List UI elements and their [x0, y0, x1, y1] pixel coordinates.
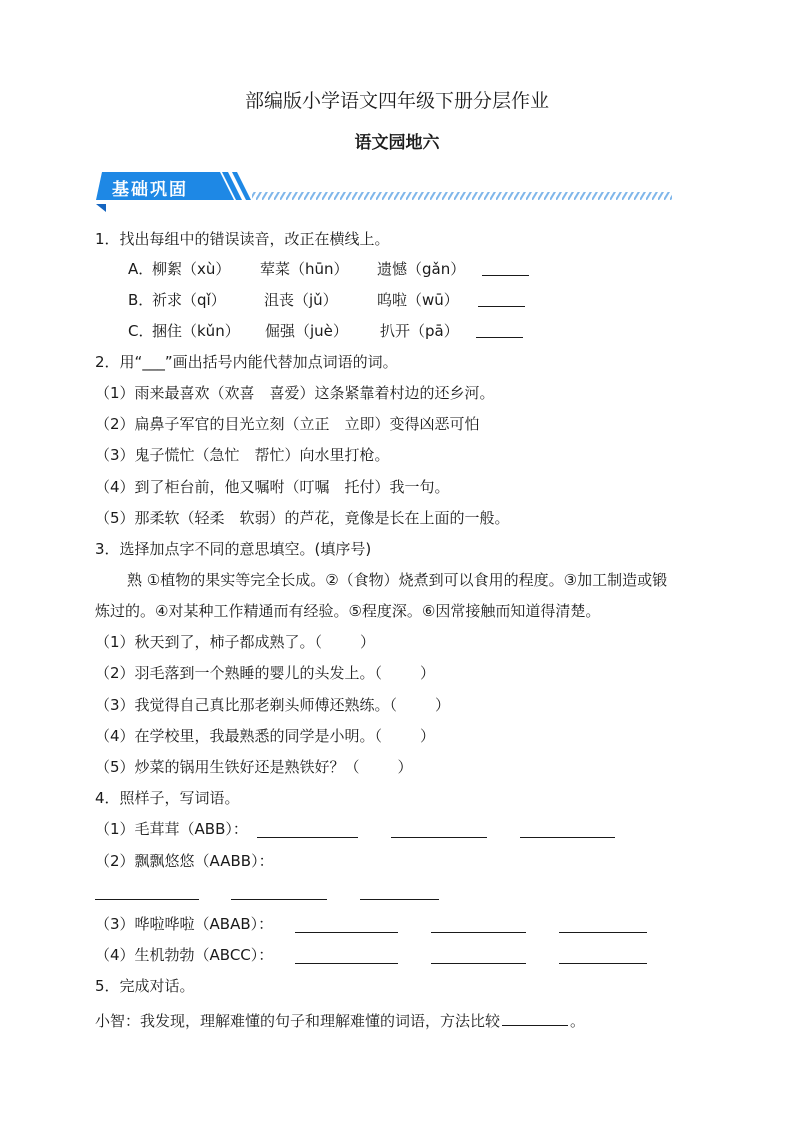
q1-row-c-item-1: 捆住（kǔn）: [152, 322, 240, 340]
document-title: 部编版小学语文四年级下册分层作业: [244, 90, 549, 112]
q5-stem: 5．完成对话。: [95, 977, 195, 995]
q3-item-4: [95, 725, 435, 747]
q3-item-1: [95, 631, 375, 653]
q3-item-4-text: （4）在学校里，我最熟悉的同学是小明。（: [95, 727, 383, 745]
q1-stem: 1．找出每组中的错误读音，改正在横线上。: [95, 230, 390, 248]
q4-item-4: （4）生机勃勃（ABCC）：: [95, 946, 274, 964]
q1-row-c-answer-line[interactable]: [476, 321, 523, 338]
q3-item-5-text: （5）炒菜的锅用生铁好还是熟铁好？（: [95, 758, 360, 776]
q4-item-3-blank-1[interactable]: [295, 916, 398, 933]
q4-item-2-blank-3[interactable]: [360, 883, 439, 900]
q3-item-3-close: ）: [435, 696, 451, 714]
q2-item-4: （4）到了柜台前，他又嘱咐（叮嘱 托付）我一句。: [95, 478, 450, 496]
document-subtitle: 语文园地六: [354, 133, 440, 153]
q3-item-3: [95, 694, 450, 716]
q5-dialogue-end: 。: [570, 1012, 586, 1030]
q3-item-1-close: ）: [360, 633, 376, 651]
q2-item-3: （3）鬼子慌忙（急忙 帮忙）向水里打枪。: [95, 446, 390, 464]
q5-dialogue-text: 小智：我发现，理解难懂的句子和理解难懂的词语，方法比较: [95, 1012, 501, 1030]
q2-stem: 2．用“___”画出括号内能代替加点词语的词。: [95, 353, 398, 371]
q1-row-c-label: C．: [128, 322, 154, 340]
q1-row-b-item-2: 沮丧（jǔ）: [264, 291, 338, 309]
q1-row-a-label: A．: [128, 260, 154, 278]
q1-row-b-item-1: 祈求（qǐ）: [152, 291, 226, 309]
q3-definition-line-2: 炼过的。④对某种工作精通而有经验。⑤程度深。⑥因常接触而知道得清楚。: [95, 602, 601, 620]
q1-row-a-item-2: 荤菜（hūn）: [260, 260, 349, 278]
q5-dialogue: [95, 1009, 585, 1031]
q3-item-3-text: （3）我觉得自己真比那老剃头师傅还熟练。（: [95, 696, 398, 714]
q1-row-b-label: B．: [128, 291, 154, 309]
q2-item-1: （1）雨来最喜欢（欢喜 喜爱）这条紧靠着村边的还乡河。: [95, 384, 495, 402]
q3-item-4-close: ）: [420, 727, 436, 745]
q4-item-2: （2）飘飘悠悠（AABB）：: [95, 852, 274, 870]
q4-item-3-blank-3[interactable]: [559, 916, 647, 933]
q3-stem: 3．选择加点字不同的意思填空。(填序号): [95, 540, 372, 558]
q1-row-c-item-3: 扒开（pā）: [380, 322, 459, 340]
q4-item-2-blank-1[interactable]: [95, 883, 199, 900]
q1-row-a-answer-line[interactable]: [482, 259, 529, 276]
q4-item-1-blank-3[interactable]: [520, 821, 615, 838]
q3-item-2: [95, 662, 435, 684]
q4-item-4-blank-2[interactable]: [431, 947, 526, 964]
q2-item-5: （5）那柔软（轻柔 软弱）的芦花，竟像是长在上面的一般。: [95, 509, 510, 527]
q4-stem: 4．照样子，写词语。: [95, 789, 240, 807]
q1-row-b-answer-line[interactable]: [478, 290, 525, 307]
q1-row-c-item-2: 倔强（juè）: [265, 322, 348, 340]
q3-item-1-text: （1）秋天到了，柿子都成熟了。（: [95, 633, 323, 651]
q4-item-2-blank-2[interactable]: [231, 883, 327, 900]
q1-row-b-item-3: 呜啦（wū）: [377, 291, 459, 309]
q4-item-3-blank-2[interactable]: [431, 916, 526, 933]
q2-item-2: （2）扁鼻子军官的目光立刻（立正 立即）变得凶恶可怕: [95, 415, 480, 433]
q3-definition-line-1: 熟 ①植物的果实等完全长成。②（食物）烧煮到可以食用的程度。③加工制造或锻: [127, 571, 668, 589]
q1-row-a-item-1: 柳絮（xù）: [152, 260, 231, 278]
q5-answer-line[interactable]: [502, 1009, 568, 1026]
banner-label: 基础巩固: [112, 180, 188, 200]
q3-item-5-close: ）: [397, 758, 413, 776]
q4-item-1-blank-2[interactable]: [391, 821, 487, 838]
q4-item-1: （1）毛茸茸（ABB）：: [95, 820, 248, 838]
q4-item-3: （3）哗啦哗啦（ABAB）：: [95, 915, 274, 933]
q4-item-4-blank-1[interactable]: [295, 947, 398, 964]
q3-item-2-text: （2）羽毛落到一个熟睡的婴儿的头发上。（: [95, 664, 383, 682]
section-banner: [94, 170, 676, 212]
q3-item-5: [95, 756, 413, 778]
q4-item-1-blank-1[interactable]: [257, 821, 358, 838]
q3-item-2-close: ）: [420, 664, 436, 682]
q1-row-a-item-3: 遗憾（gǎn）: [377, 260, 466, 278]
q4-item-4-blank-3[interactable]: [559, 947, 647, 964]
